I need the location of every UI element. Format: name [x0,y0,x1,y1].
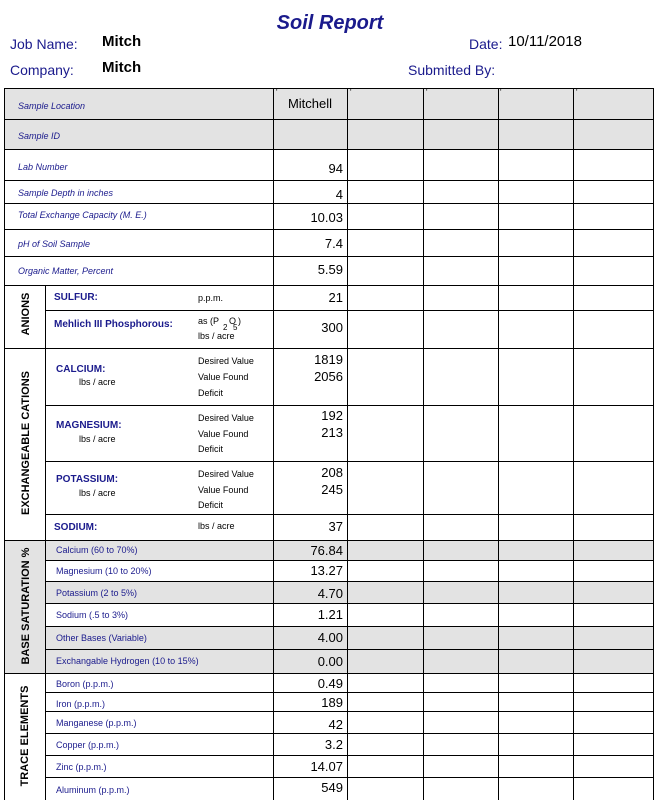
hline [4,203,654,204]
hydrogen-label: Exchangable Hydrogen (10 to 15%) [56,656,199,666]
trace-elements-section-label: TRACE ELEMENTS [19,685,31,787]
hline [45,649,654,650]
hline [4,348,654,349]
hline [45,626,654,627]
hline [4,119,654,120]
side-col-line [45,285,46,800]
zinc-label: Zinc (p.p.m.) [56,762,107,772]
calcium-pct-value: 76.84 [310,543,343,558]
hline [4,149,654,150]
potassium-pct-value: 4.70 [317,586,343,601]
cations-section-label: EXCHANGEABLE CATIONS [20,370,32,516]
sample-location-label: Sample Location [18,101,86,111]
exchange-capacity-value: 10.03 [310,210,343,225]
calcium-found-value: 2056 [314,369,343,384]
hline [4,180,654,181]
phosphorous-unit-close: ) [238,316,241,326]
hline [45,603,654,604]
magnesium-unit: lbs / acre [79,434,116,444]
phosphorous-unit-o: O [229,316,237,326]
hline [45,405,654,406]
manganese-label: Manganese (p.p.m.) [56,718,137,728]
sulfur-unit: p.p.m. [198,293,224,303]
magnesium-found-label: Value Found [198,429,249,439]
aluminum-value: 549 [321,780,343,795]
other-bases-label: Other Bases (Variable) [56,633,147,643]
sample-id-label: Sample ID [18,131,61,141]
potassium-deficit-label: Deficit [198,500,224,510]
potassium-label: POTASSIUM: [56,474,119,485]
iron-label: Iron (p.p.m.) [56,699,106,709]
potassium-pct-label: Potassium (2 to 5%) [56,588,138,598]
sulfur-label: SULFUR: [54,292,98,303]
calcium-desired-value: 1819 [314,352,343,367]
hydrogen-value: 0.00 [317,654,343,669]
job-name-label: Job Name: [10,36,78,52]
exchange-capacity-label: Total Exchange Capacity (M. E.) [18,210,147,220]
hline [4,285,654,286]
phosphorous-unit-b: lbs / acre [198,331,235,341]
hline [45,711,654,712]
hline [4,540,654,541]
hline [45,560,654,561]
phosphorous-sub-2: 2 [223,323,228,332]
aluminum-label: Aluminum (p.p.m.) [56,785,130,795]
report-title: Soil Report [276,12,384,34]
manganese-value: 42 [328,717,343,732]
potassium-unit: lbs / acre [79,488,116,498]
sample-depth-value: 4 [335,187,343,202]
iron-value: 189 [321,695,343,710]
sodium-pct-value: 1.21 [317,607,343,622]
company-label: Company: [10,62,74,78]
job-name-value: Mitch [102,33,142,50]
col-line-2 [347,88,348,800]
calcium-pct-label: Calcium (60 to 70%) [56,545,138,555]
anions-section-label: ANIONS [20,292,32,336]
copper-label: Copper (p.p.m.) [56,740,120,750]
copper-value: 3.2 [324,737,343,752]
organic-matter-label: Organic Matter, Percent [18,266,114,276]
magnesium-pct-label: Magnesium (10 to 20%) [56,566,152,576]
phosphorous-value: 300 [321,320,343,335]
boron-label: Boron (p.p.m.) [56,679,114,689]
magnesium-deficit-label: Deficit [198,444,224,454]
sodium-unit: lbs / acre [198,521,235,531]
sodium-label: SODIUM: [54,522,98,533]
phosphorous-unit-a: as (P [198,316,220,326]
potassium-found-value: 245 [321,482,343,497]
magnesium-desired-value: 192 [321,408,343,423]
calcium-desired-label: Desired Value [198,356,254,366]
sodium-pct-label: Sodium (.5 to 3%) [56,610,129,620]
sample-depth-label: Sample Depth in inches [18,188,114,198]
calcium-deficit-label: Deficit [198,388,224,398]
hline [45,514,654,515]
col-line-5 [573,88,574,800]
col-line-4 [498,88,499,800]
zinc-value: 14.07 [310,759,343,774]
potassium-desired-value: 208 [321,465,343,480]
magnesium-label: MAGNESIUM: [56,420,122,431]
calcium-unit: lbs / acre [79,377,116,387]
magnesium-desired-label: Desired Value [198,413,254,423]
lab-number-value: 94 [328,161,343,176]
company-value: Mitch [102,59,142,76]
potassium-desired-label: Desired Value [198,469,254,479]
organic-matter-value: 5.59 [317,262,343,277]
hline [4,256,654,257]
sample-location-value: Mitchell [287,96,333,111]
date-value: 10/11/2018 [508,33,582,50]
hline [45,310,654,311]
hline [45,777,654,778]
hline [45,581,654,582]
col-line-3 [423,88,424,800]
sodium-value: 37 [328,519,343,534]
potassium-found-label: Value Found [198,485,249,495]
magnesium-found-value: 213 [321,425,343,440]
magnesium-pct-value: 13.27 [310,563,343,578]
ph-label: pH of Soil Sample [18,239,91,249]
hline [45,461,654,462]
phosphorous-sub-5: 5 [233,323,238,332]
base-saturation-section-label: BASE SATURATION % [20,547,32,665]
other-bases-value: 4.00 [317,630,343,645]
hline [45,755,654,756]
hline [4,229,654,230]
lab-number-label: Lab Number [18,162,68,172]
sulfur-value: 21 [328,290,343,305]
hline [45,733,654,734]
calcium-found-label: Value Found [198,372,249,382]
hline [45,692,654,693]
phosphorous-label: Mehlich III Phosphorous: [54,319,173,330]
hline [4,673,654,674]
date-label: Date: [469,36,503,52]
ph-value: 7.4 [324,236,343,251]
submitted-by-label: Submitted By: [408,62,496,78]
boron-value: 0.49 [317,676,343,691]
calcium-label: CALCIUM: [56,364,106,375]
